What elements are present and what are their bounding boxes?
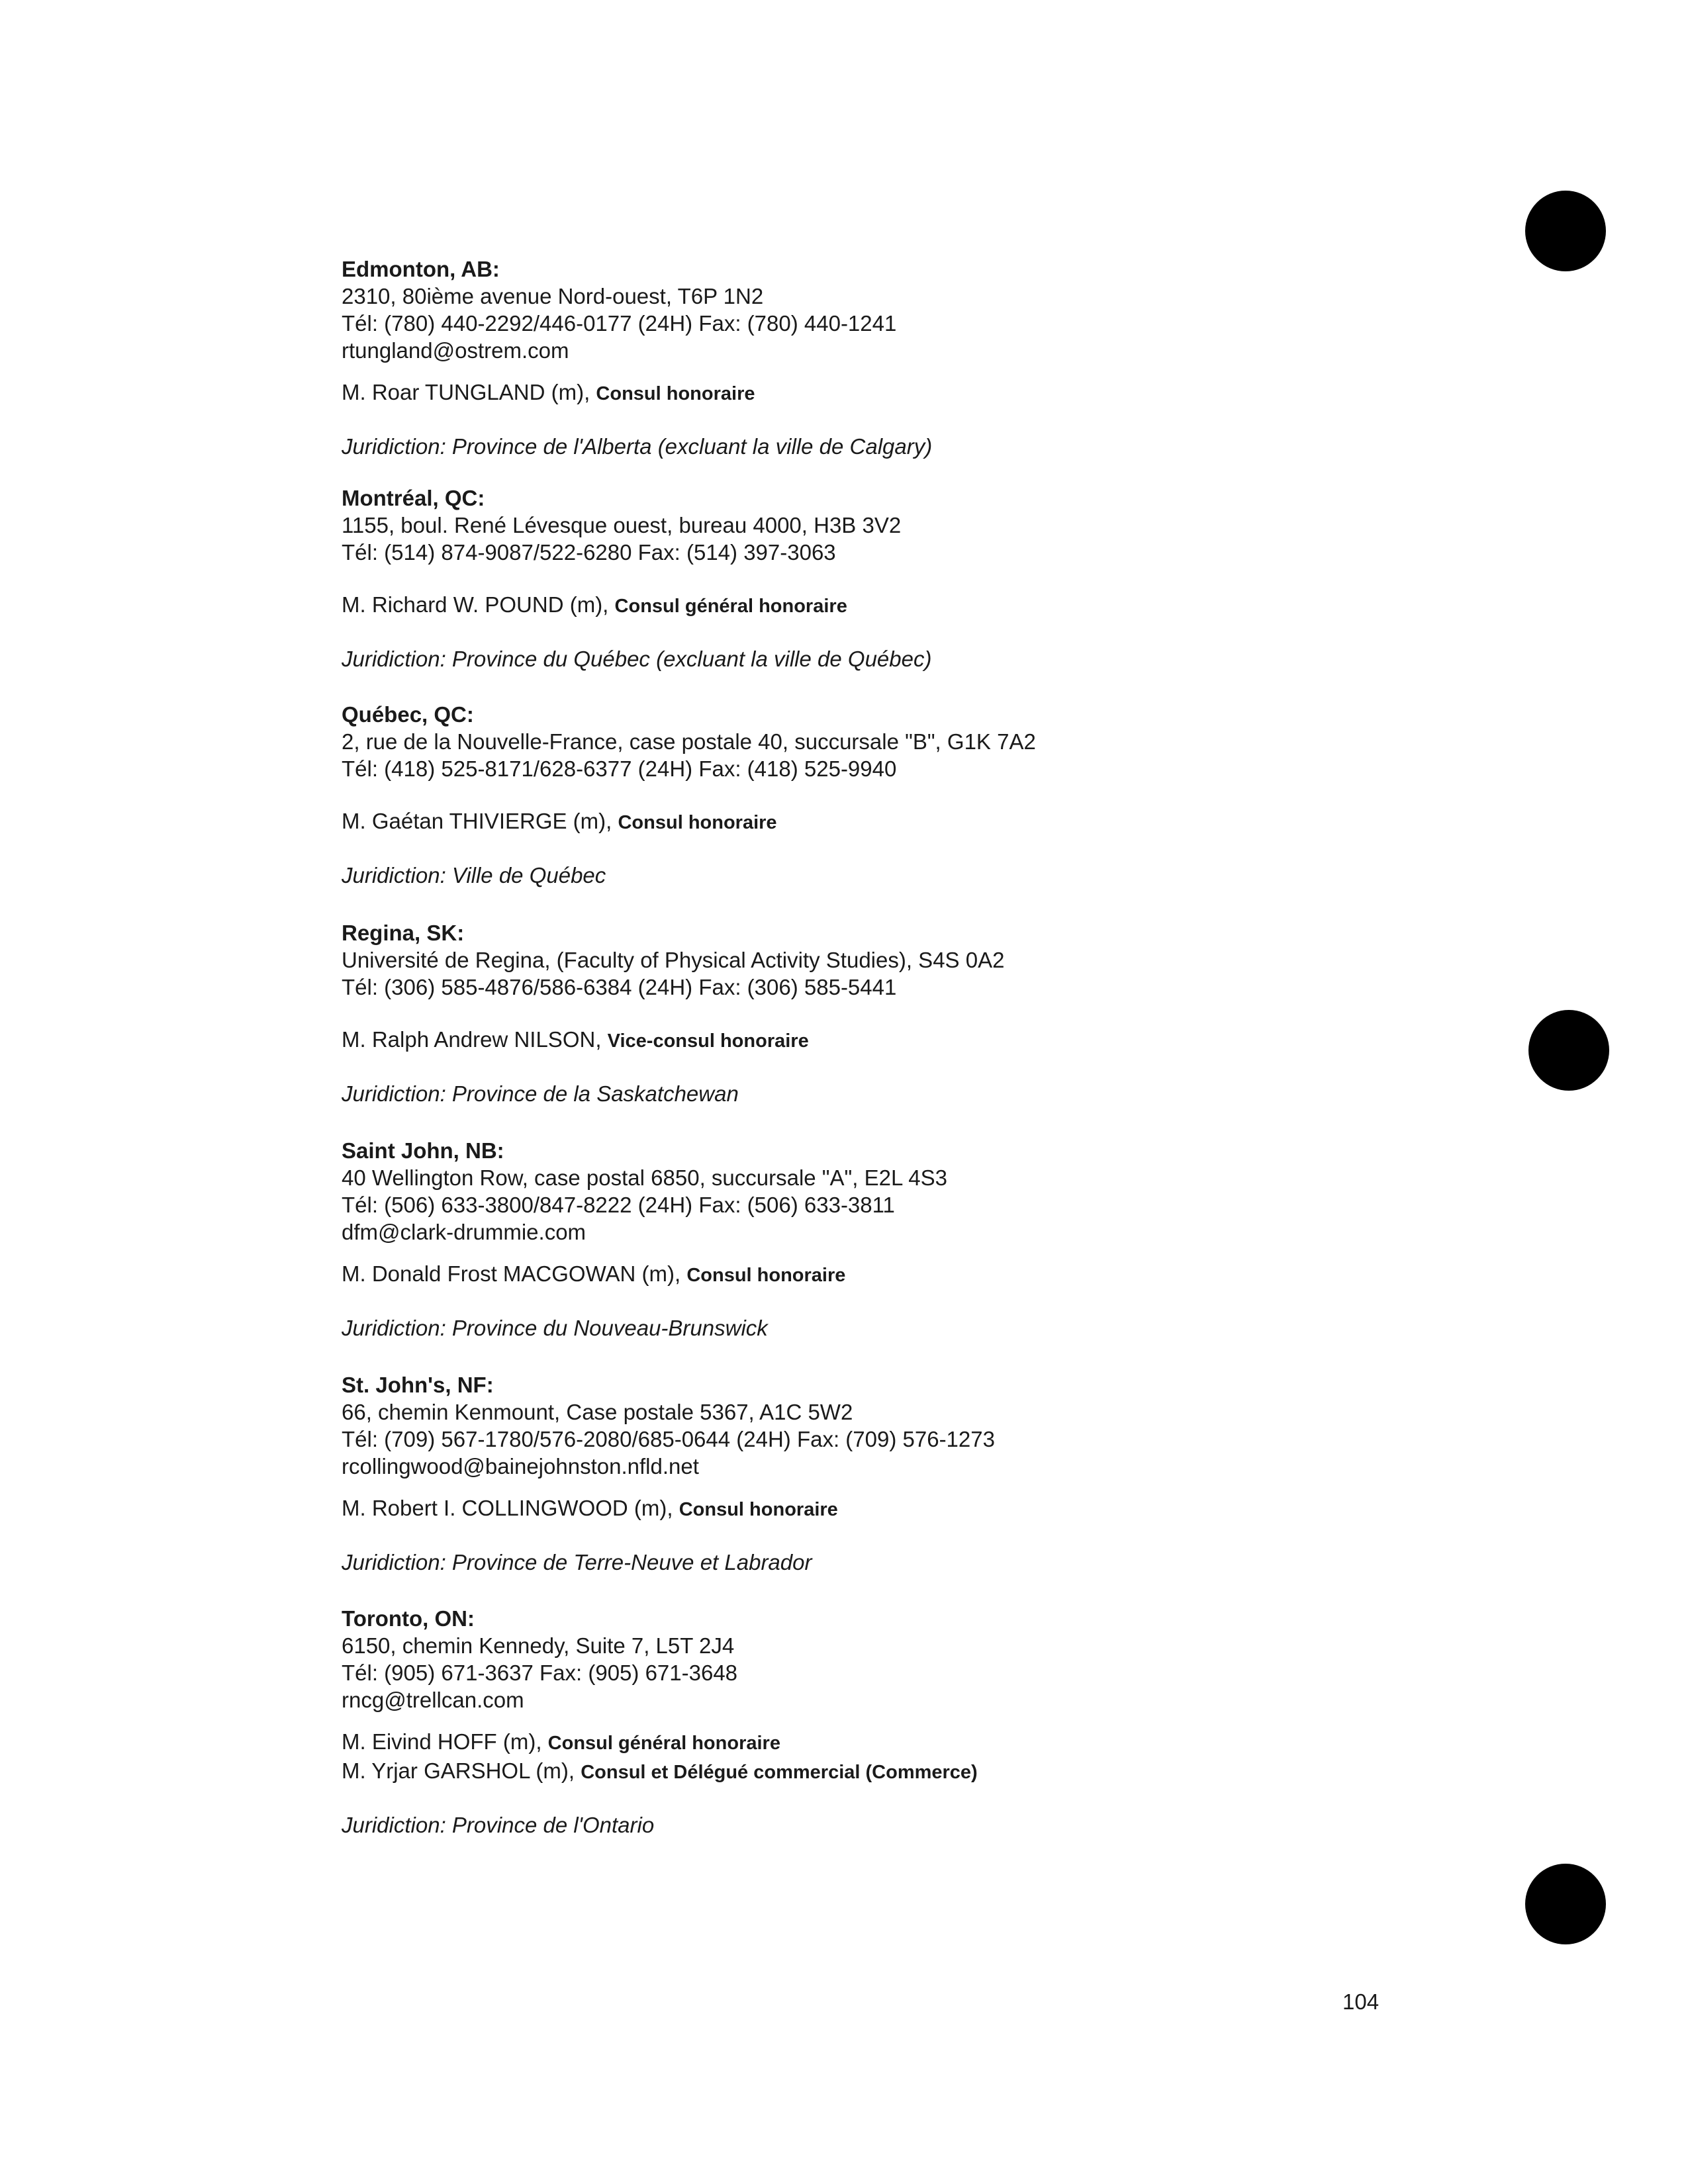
consulate-entry-st-johns — [342, 1371, 1335, 1576]
consul-line — [342, 1026, 1335, 1055]
address-line: 2310, 80ième avenue Nord-ouest, T6P 1N2 — [342, 284, 764, 308]
punch-hole-bottom — [1525, 1864, 1606, 1944]
jurisdiction-line — [342, 433, 1335, 460]
phone-fax-line: Tél: (709) 567-1780/576-2080/685-0644 (24H) Fax: (709) 576-1273 — [342, 1427, 995, 1451]
consul-name: M. Yrjar GARSHOL (m), — [342, 1758, 581, 1783]
page-number: 104 — [1342, 1989, 1380, 2014]
consul-title: Consul honoraire — [618, 812, 777, 833]
address-line: Université de Regina, (Faculty of Physical Activity Studies), S4S 0A2 — [342, 948, 1005, 972]
consul-title: Consul honoraire — [596, 383, 755, 404]
phone-fax-line: Tél: (514) 874-9087/522-6280 Fax: (514) 397-3063 — [342, 540, 836, 565]
jurisdiction-text: Ville de Québec — [445, 863, 606, 887]
punch-hole-top — [1525, 191, 1606, 271]
consul-name: M. Gaétan THIVIERGE (m), — [342, 809, 618, 833]
consul-line — [342, 807, 1335, 837]
consulate-entry-toronto — [342, 1605, 1335, 1839]
city-heading: Montréal, QC: — [342, 486, 485, 510]
consul-line — [342, 379, 1335, 408]
city-heading: St. John's, NF: — [342, 1373, 494, 1397]
consulate-entry-edmonton — [342, 255, 1335, 460]
consul-title: Consul honoraire — [686, 1265, 846, 1286]
jurisdiction-line — [342, 1080, 1335, 1107]
jurisdiction-label: Juridiction: — [342, 1813, 446, 1837]
consul-line — [342, 1260, 1335, 1289]
consul-name: M. Robert I. COLLINGWOOD (m), — [342, 1496, 679, 1520]
consul-title: Consul général honoraire — [614, 596, 847, 617]
phone-fax-line: Tél: (506) 633-3800/847-8222 (24H) Fax: (506) 633-3811 — [342, 1193, 895, 1217]
consul-name: M. Donald Frost MACGOWAN (m), — [342, 1261, 687, 1286]
address-line: 66, chemin Kenmount, Case postale 5367, A1C 5W2 — [342, 1400, 853, 1424]
city-heading: Saint John, NB: — [342, 1138, 504, 1163]
consulate-entry-regina — [342, 919, 1335, 1107]
email-line: dfm@clark-drummie.com — [342, 1220, 586, 1244]
jurisdiction-line — [342, 645, 1335, 672]
jurisdiction-label: Juridiction: — [342, 647, 446, 671]
consulate-entry-quebec — [342, 701, 1335, 889]
jurisdiction-label: Juridiction: — [342, 1316, 446, 1340]
city-heading: Edmonton, AB: — [342, 257, 500, 281]
jurisdiction-text: Province du Nouveau-Brunswick — [445, 1316, 768, 1340]
consul-line — [342, 1494, 1335, 1524]
punch-hole-middle — [1528, 1010, 1609, 1091]
phone-fax-line: Tél: (418) 525-8171/628-6377 (24H) Fax: (418) 525-9940 — [342, 756, 897, 781]
consul-name: M. Roar TUNGLAND (m), — [342, 380, 596, 404]
email-line: rtungland@ostrem.com — [342, 338, 569, 363]
address-line: 6150, chemin Kennedy, Suite 7, L5T 2J4 — [342, 1633, 735, 1658]
consul-line — [342, 1757, 1335, 1786]
consul-name: M. Richard W. POUND (m), — [342, 592, 615, 617]
jurisdiction-text: Province du Québec (excluant la ville de Québec) — [445, 647, 932, 671]
consul-line — [342, 591, 1335, 620]
jurisdiction-line — [342, 1314, 1335, 1342]
address-line: 40 Wellington Row, case postal 6850, succursale "A", E2L 4S3 — [342, 1165, 947, 1190]
consulate-entry-saint-john — [342, 1137, 1335, 1342]
consul-name: M. Eivind HOFF (m), — [342, 1729, 548, 1754]
consul-title: Consul général honoraire — [547, 1733, 780, 1754]
consul-name: M. Ralph Andrew NILSON, — [342, 1027, 608, 1052]
jurisdiction-line — [342, 1549, 1335, 1576]
phone-fax-line: Tél: (905) 671-3637 Fax: (905) 671-3648 — [342, 1661, 738, 1685]
city-heading: Toronto, ON: — [342, 1606, 475, 1631]
jurisdiction-label: Juridiction: — [342, 434, 446, 459]
consulate-entry-montreal — [342, 484, 1335, 672]
jurisdiction-label: Juridiction: — [342, 1081, 446, 1106]
city-heading: Québec, QC: — [342, 702, 474, 727]
consul-title: Consul honoraire — [679, 1499, 838, 1520]
address-line: 2, rue de la Nouvelle-France, case postale 40, succursale "B", G1K 7A2 — [342, 729, 1036, 754]
phone-fax-line: Tél: (780) 440-2292/446-0177 (24H) Fax: (780) 440-1241 — [342, 311, 897, 336]
jurisdiction-line — [342, 862, 1335, 889]
jurisdiction-label: Juridiction: — [342, 1550, 446, 1574]
consul-title: Vice-consul honoraire — [607, 1030, 809, 1052]
jurisdiction-text: Province de Terre-Neuve et Labrador — [445, 1550, 812, 1574]
jurisdiction-text: Province de l'Ontario — [445, 1813, 655, 1837]
consul-title: Consul et Délégué commercial (Commerce) — [581, 1762, 978, 1783]
jurisdiction-label: Juridiction: — [342, 863, 446, 887]
jurisdiction-line — [342, 1811, 1335, 1839]
email-line: rncg@trellcan.com — [342, 1688, 524, 1712]
consul-line — [342, 1728, 1335, 1757]
city-heading: Regina, SK: — [342, 921, 465, 945]
jurisdiction-text: Province de la Saskatchewan — [445, 1081, 739, 1106]
address-line: 1155, boul. René Lévesque ouest, bureau 4000, H3B 3V2 — [342, 513, 902, 537]
phone-fax-line: Tél: (306) 585-4876/586-6384 (24H) Fax: (306) 585-5441 — [342, 975, 897, 999]
jurisdiction-text: Province de l'Alberta (excluant la ville de Calgary) — [445, 434, 933, 459]
email-line: rcollingwood@bainejohnston.nfld.net — [342, 1454, 699, 1479]
